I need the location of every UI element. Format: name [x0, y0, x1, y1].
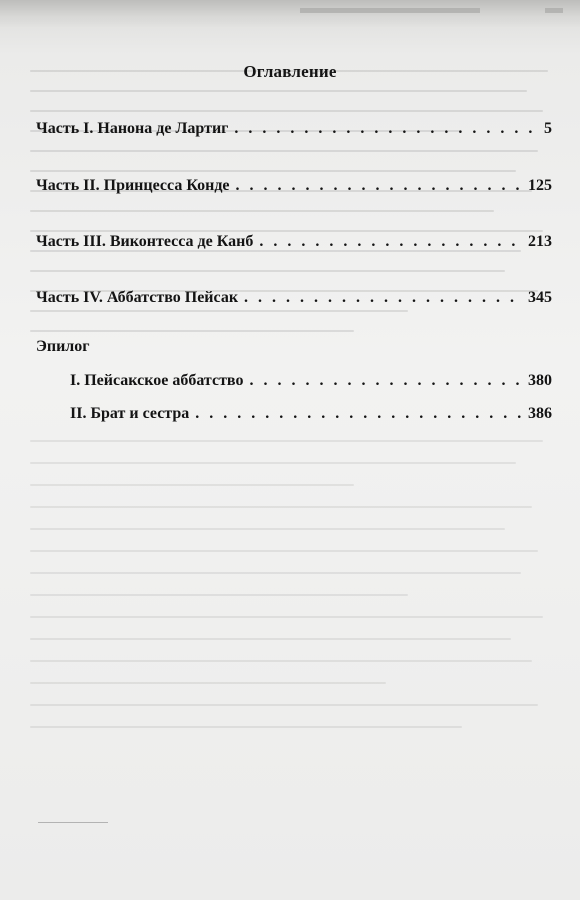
toc-entry-page: 345: [528, 289, 552, 306]
page-top-edge: [0, 0, 580, 28]
toc-entry-label: Часть II. Принцесса Конде: [36, 177, 230, 194]
toc-title: Оглавление: [243, 62, 337, 81]
toc-entry-part-1[interactable]: [36, 120, 552, 138]
toc-entry-label: II. Брат и сестра: [70, 405, 190, 422]
show-through-header: [300, 8, 480, 13]
show-through-page-number: [545, 8, 563, 13]
toc-entry-part-2[interactable]: [36, 177, 552, 195]
toc-entry-page: 125: [528, 177, 552, 194]
toc-entry-epilogue-2[interactable]: [70, 405, 552, 423]
toc-entry-label: Часть IV. Аббатство Пейсак: [36, 289, 239, 306]
toc-entry-page: 380: [528, 372, 552, 389]
dot-leader: [236, 177, 524, 195]
show-through-text-top: [30, 70, 570, 350]
toc-entry-page: 386: [528, 405, 552, 422]
toc-entry-epilogue-1[interactable]: [70, 372, 552, 390]
toc-entry-label: Часть III. Виконтесса де Канб: [36, 233, 254, 250]
toc-entry-label: Часть I. Нанона де Лартиг: [36, 120, 229, 137]
dot-leader: [244, 289, 524, 307]
toc-entry-label: I. Пейсакское аббатство: [70, 372, 244, 389]
show-through-text-bottom: [30, 440, 570, 748]
dot-leader: [195, 405, 524, 423]
dot-leader: [249, 372, 524, 390]
footnote-rule: [38, 822, 108, 823]
toc-epilogue-heading: Эпилог: [36, 338, 90, 355]
dot-leader: [234, 120, 540, 138]
toc-entry-page: 213: [528, 233, 552, 250]
dot-leader: [259, 233, 524, 251]
toc-entry-part-3[interactable]: [36, 233, 552, 251]
toc-entry-part-4[interactable]: [36, 289, 552, 307]
toc-entry-page: 5: [544, 120, 552, 137]
